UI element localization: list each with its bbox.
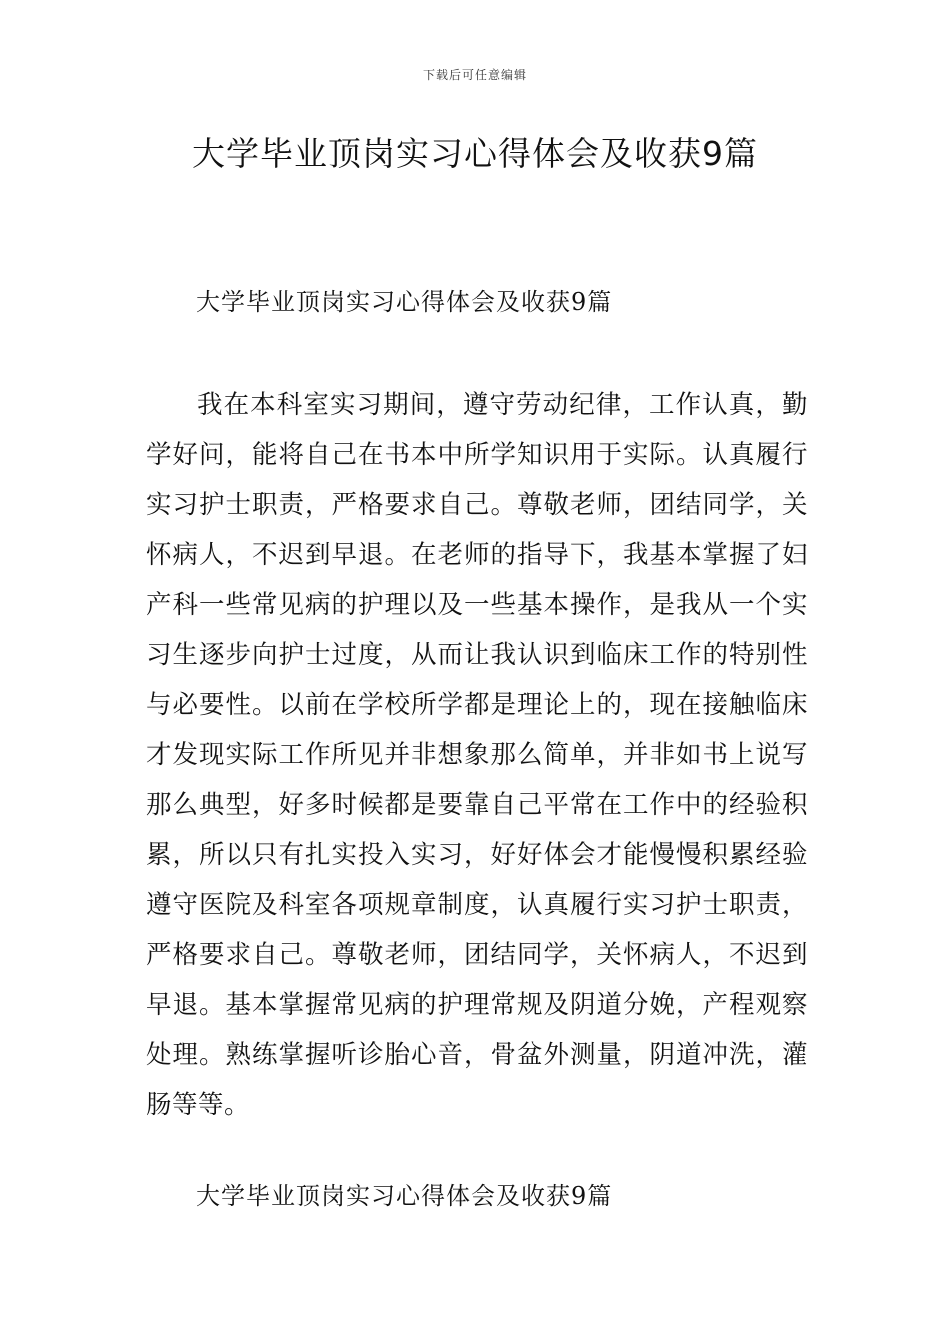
document-title: 大学毕业顶岗实习心得体会及收获9篇 (192, 134, 758, 173)
header-note: 下载后可任意编辑 (422, 68, 527, 82)
body-paragraph: 我在本科室实习期间，遵守劳动纪律，工作认真，勤学好问，能将自己在书本中所学知识用于实际。认真履行实习护士职责，严格要求自己。尊敬老师，团结同学，关怀病人，不迟到早退。在老师的指导下，我基本掌握了妇产科一些常见病的护理以及一些基本操作，是我从一个实习生逐步向护士过度，从而让我认识到临床工作的特别性与必要性。以前在学校所学都是理论上的，现在接触临床才发现实际工作所见并非想象那么简单，并非如书上说写那么典型，好多时候都是要靠自己平常在工作中的经验积累，所以只有扎实投入实习，好好体会才能慢慢积累经验遵守医院及科室各项规章制度，认真履行实习护士职责，严格要求自己。尊敬老师，团结同学，关怀病人，不迟到早退。基本掌握常见病的护理常规及阴道分娩，产程观察处理。熟练掌握听诊胎心音，骨盆外测量，阴道冲洗，灌肠等等。 (146, 390, 808, 1120)
section-heading: 大学毕业顶岗实习心得体会及收获9篇 (196, 1182, 613, 1210)
section-heading: 大学毕业顶岗实习心得体会及收获9篇 (196, 288, 613, 316)
